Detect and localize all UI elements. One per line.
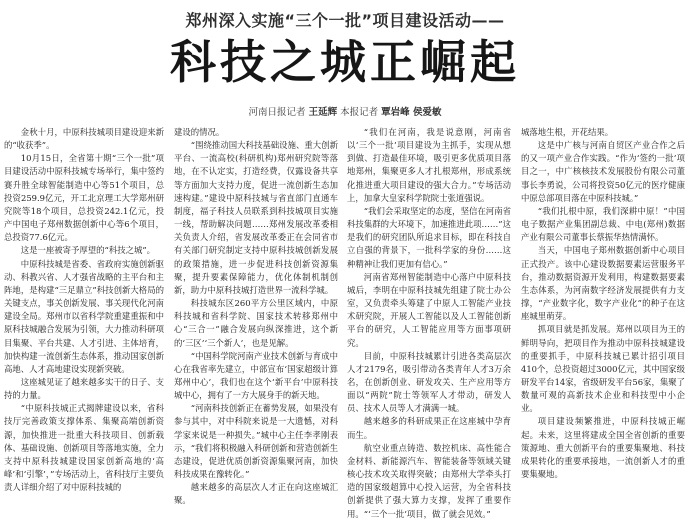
paragraph: 抓项目就是抓发展。郑州以项目为王的鲜明导向，把项目作为推动中原科技城建设的重要抓手，中原科技城已累计招引项目410个，总投资超过3000亿元，其中国家级研发平台14家，省级研发平台56家，集聚了数量可观的高新技术企业和科技型中小企业。 [521, 324, 685, 414]
paragraph: 越来越多的高层次人才正在向这座城汇聚。 [174, 482, 338, 506]
article-byline [0, 104, 690, 118]
paragraph: 中原科技城是省委、省政府实施创新驱动、科教兴省、人才强省战略的主平台和主阵地，是构建“三足鼎立”科技创新大格局的关键支点，事关创新发展、事关现代化河南建设全局。郑州市以省科学院重建重振和中原科技城融合发展为引领，大力推动科研项目集聚、平台共建、人才引进、主体培育，加快构建一流创新生态体系，推动国家创新高地、人才高地建设实现新突破。 [4, 258, 164, 374]
paragraph: “围绕推动国大科技基础设施、重大创新平台、一流高校(科研机构)郑州研究院等落地，在不认定实，打造经费，仅露设备共享等方面加大支持力度，促进一流创新生态加速构建。”建设中原科技城与省直部门直通车制度，福子科技人员联系到科技城项目实施一线，帮助解决问题……郑州发展改革委相关负责人介绍，省发展改革委正在会同省市有关部门研究制定支持中原科技城创新发展的政策措施，进一步促进科技创新资源集聚，提升要素保障能力，优化体制机制创新，助力中原科技城打造世界一流科学城。 [174, 140, 338, 295]
paragraph: 航空业重点铸造、数控机床、高性能合金材料、新能源汽车、智能装备等领域关键核心技术攻关取得突破；由郑州大学牵头打造的国家级超算中心投入运营，为全省科技创新提供了强大算力支撑，发挥了重要作用。“‘三个一批’项目，做了就会见效。” [347, 442, 511, 519]
byline-reporter-2: 覃岩峰 侯爱敏 [381, 107, 442, 118]
paragraph: 越来越多的科研成果正在这座城中孕育而生。 [347, 416, 511, 440]
paragraph: 10月15日，全省第十期“三个一批”项目建设活动中原科技城专场举行，集中签约赛升胜全球智能制造中心等51个项目，总投资259.9亿元，开工北京理工大学郑州研究院等18个项目，总投资242.1亿元，投产中国电子郑州数据创新中心等6个项目，总投资77.6亿元。 [4, 153, 164, 243]
paragraph: 建设的情况。 [174, 127, 225, 137]
byline-reporter-1: 王延辉 [308, 107, 338, 118]
paragraph: 这座城见证了越来越多实干的日子、支持的力量。 [4, 376, 164, 401]
article-column-4 [521, 126, 685, 480]
paragraph: 这是一座被寄予厚望的“科技之城”。 [20, 245, 155, 256]
article-column-3 [347, 126, 511, 519]
paragraph: “河南科技创新正在蓄势发展，如果没有参与其中，对中科院来说是一大遗憾，对科学家来说是一种损失。”城中心主任李孝刚表示，“我们将积极融入科研创新和营造创新生态建设，促进优质创新资源集聚河南，加快科技成果在豫转化。” [174, 403, 338, 480]
paragraph: “我们扎根中原，我们深耕中原！”中国电子数据产业集团副总裁、中电(郑州)数据产业有限公司董事长蔡振华热情满怀。 [521, 205, 685, 243]
byline-prefix: 河南日报记者 [248, 107, 309, 118]
byline-middle: 本报记者 [337, 107, 382, 118]
paragraph: 城落地生根，开花结果。 [521, 127, 614, 137]
paragraph: 当天，中国电子郑州数据创新中心项目正式投产。该中心建设数据要素运营服务平台，推动数据资源开发利用，构建数据要素生态体系，为河南数字经济发展提供有力支撑，“产业数字化，数字产业化”的种子在这座城里萌芽。 [521, 245, 685, 322]
paragraph: “我们会采取坚定的态度，坚信在河南省科技集群的大环境下，加速推进此项……”这是我们的研究团队所追求目标，即在科技自立自强的背景下，一批科学家的身份……这种精神让我们更加有信心。” [347, 205, 511, 269]
paragraph: “我们在河南，我是说意刚，河南省以‘三个一批’项目建设为主抓手，实现从想到做、打造最佳环境，吸引更多优质项目落地郑州，集聚更多人才扎根郑州，形成系统化推进重大项目建设的强大合力。”专场活动上，加拿大皇家科学院院士张道强说。 [347, 127, 511, 203]
article-column-1 [4, 126, 164, 493]
article-headline: 科技之城正崛起 [170, 35, 520, 89]
paragraph: “中国科学院河南产业技术创新与育成中心在我省率先建立，中部宣布‘国家超级计算郑州中心’，我们也在这个‘新平台’中原科技城中心，拥有了一方大展身手的新天地。 [174, 350, 338, 401]
paragraph: 目前，中原科技城累计引进各类高层次人才2179名，吸引带动各类青年人才3万余名，在创新创业、研发攻关、生产应用等方面以“两院”院士等领军人才带动，研发人员、技术人员等人才满满一城。 [347, 350, 511, 414]
article-kicker: 郑州深入实施“三个一批”项目建设活动—— [185, 11, 505, 30]
article-column-2 [174, 126, 338, 506]
paragraph: 河南省郑州智能制造中心落户中原科技城后，李明在中原科技城先组建了院士办公室，又负责牵头筹建了中原人工智能产业技术研究院，开展人工智能以及人工智能创新平台的研究，人工智能应用等方面事项研究。 [347, 271, 511, 348]
paragraph: 金秋十月，中原科技城项目建设迎来新的“收获季”。 [4, 127, 164, 151]
paragraph: 项目建设频繁推进，中原科技城正崛起。未来，这里将建成全国全省创新的重要策源地、重大创新平台的重要集聚地、科技成果转化的重要承接地，一流创新人才的重要集聚地。 [521, 416, 685, 480]
paragraph: “中原科技城正式揭牌建设以来，省科技厅完善政策支撑体系、集聚高端创新资源，加快推进一批重大科技项目、创新载体、基础设施、创新项目等落地实施，全力支持中原科技城建设国家创新高地的‘高峰’和‘引擎’，”专场活动上，省科技厅主要负责人详细介绍了对中原科技城的 [4, 403, 164, 493]
paragraph: 这是中广核与河南自贸区产业合作之后的又一项产业合作实践。“作为‘签约一批’项目之一，中广核核技术发展股份有限公司董事长李勇说，公司将投资50亿元的医疗健康中原总部项目落在中原科技城。” [521, 140, 685, 203]
paragraph: 科技城东区260平方公里区域内，中原科技城和省科学院、国家技术转移郑州中心“三合一”融合发展向纵深推进，这个新的‘三区’‘三个新人’，也是见解。 [174, 298, 338, 348]
